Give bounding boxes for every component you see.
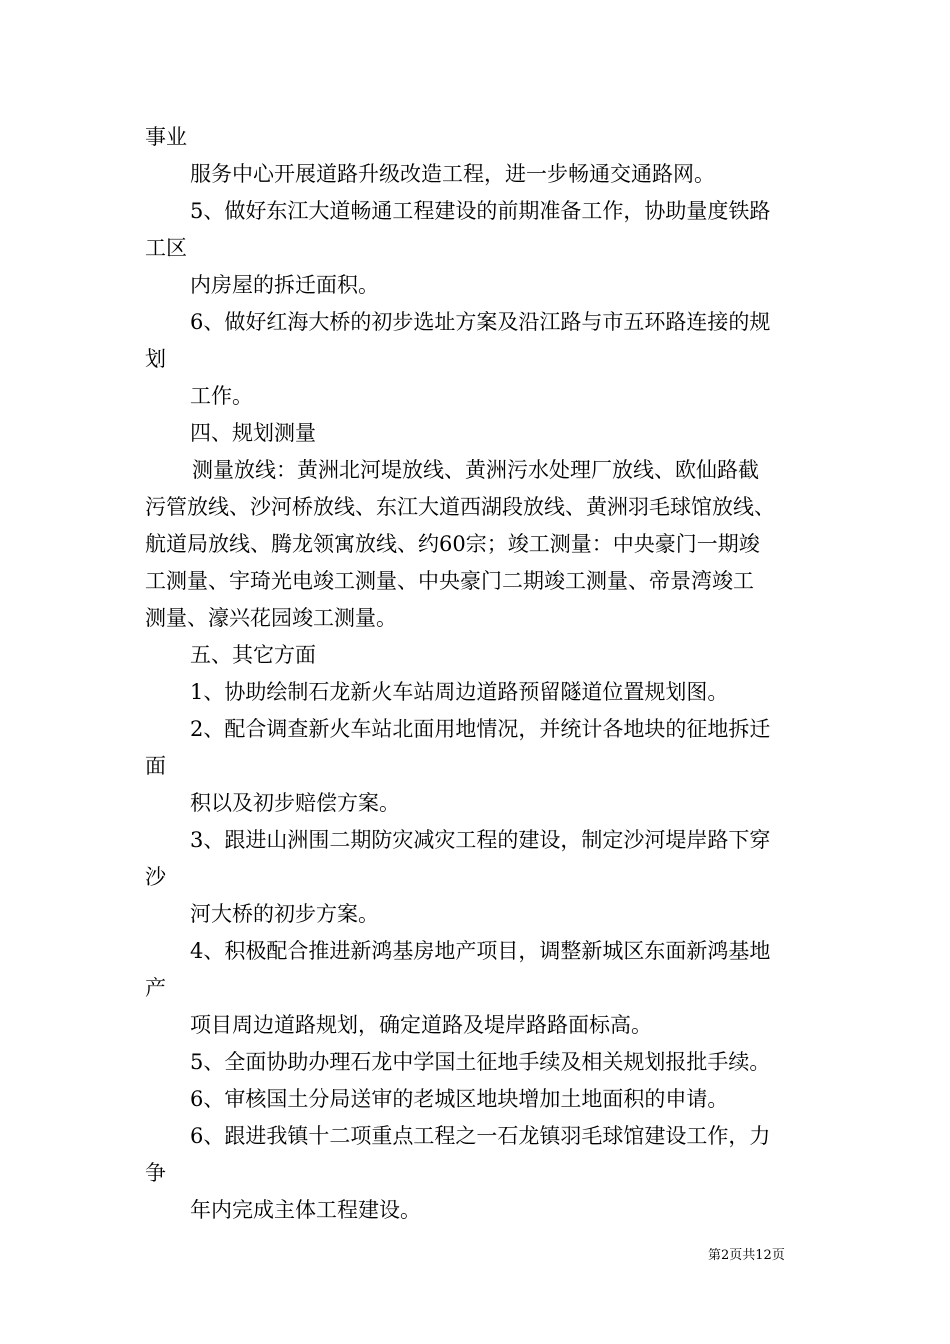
text-line-8: 工作。 — [190, 384, 253, 408]
text-line-22: 河大桥的初步方案。 — [190, 902, 379, 926]
text-line-27: 6、审核国土分局送审的老城区地块增加土地面积的申请。 — [190, 1087, 729, 1111]
text-line-29: 争 — [145, 1161, 166, 1185]
text-line-7: 划 — [145, 347, 166, 371]
text-line-12: 航道局放线、腾龙领寓放线、约60宗；竣工测量：中央豪门一期竣 — [145, 532, 760, 556]
text-line-2: 服务中心开展道路升级改造工程，进一步畅通交通路网。 — [190, 162, 715, 186]
text-line-9: 四、规划测量 — [190, 421, 316, 445]
text-line-18: 面 — [145, 754, 166, 778]
text-line-21: 沙 — [145, 865, 166, 889]
text-line-28: 6、跟进我镇十二项重点工程之一石龙镇羽毛球馆建设工作，力 — [190, 1124, 771, 1148]
text-line-26: 5、全面协助办理石龙中学国土征地手续及相关规划报批手续。 — [190, 1050, 771, 1074]
text-line-11: 污管放线、沙河桥放线、东江大道西湖段放线、黄洲羽毛球馆放线、 — [145, 495, 775, 519]
text-line-19: 积以及初步赔偿方案。 — [190, 791, 400, 815]
text-line-30: 年内完成主体工程建设。 — [190, 1198, 421, 1222]
text-line-17: 2、配合调查新火车站北面用地情况，并统计各地块的征地拆迁 — [190, 717, 771, 741]
text-line-14: 测量、濠兴花园竣工测量。 — [145, 606, 397, 630]
text-line-10: 测量放线：黄洲北河堤放线、黄洲污水处理厂放线、欧仙路截 — [192, 458, 759, 482]
text-line-4: 工区 — [145, 236, 187, 260]
text-line-5: 内房屋的拆迁面积。 — [190, 273, 379, 297]
text-line-3: 5、做好东江大道畅通工程建设的前期准备工作，协助量度铁路 — [190, 199, 771, 223]
text-line-25: 项目周边道路规划，确定道路及堤岸路路面标高。 — [190, 1013, 652, 1037]
text-line-20: 3、跟进山洲围二期防灾减灾工程的建设，制定沙河堤岸路下穿 — [190, 828, 771, 852]
text-line-24: 产 — [145, 976, 166, 1000]
text-line-23: 4、积极配合推进新鸿基房地产项目，调整新城区东面新鸿基地 — [190, 939, 771, 963]
text-line-15: 五、其它方面 — [190, 643, 316, 667]
text-line-6: 6、做好红海大桥的初步选址方案及沿江路与市五环路连接的规 — [190, 310, 771, 334]
text-line-16: 1、协助绘制石龙新火车站周边道路预留隧道位置规划图。 — [190, 680, 729, 704]
page-number-footer: 第2页共12页 — [708, 1248, 785, 1263]
text-line-13: 工测量、宇琦光电竣工测量、中央豪门二期竣工测量、帝景湾竣工 — [145, 569, 754, 593]
text-line-1: 事业 — [145, 125, 187, 149]
